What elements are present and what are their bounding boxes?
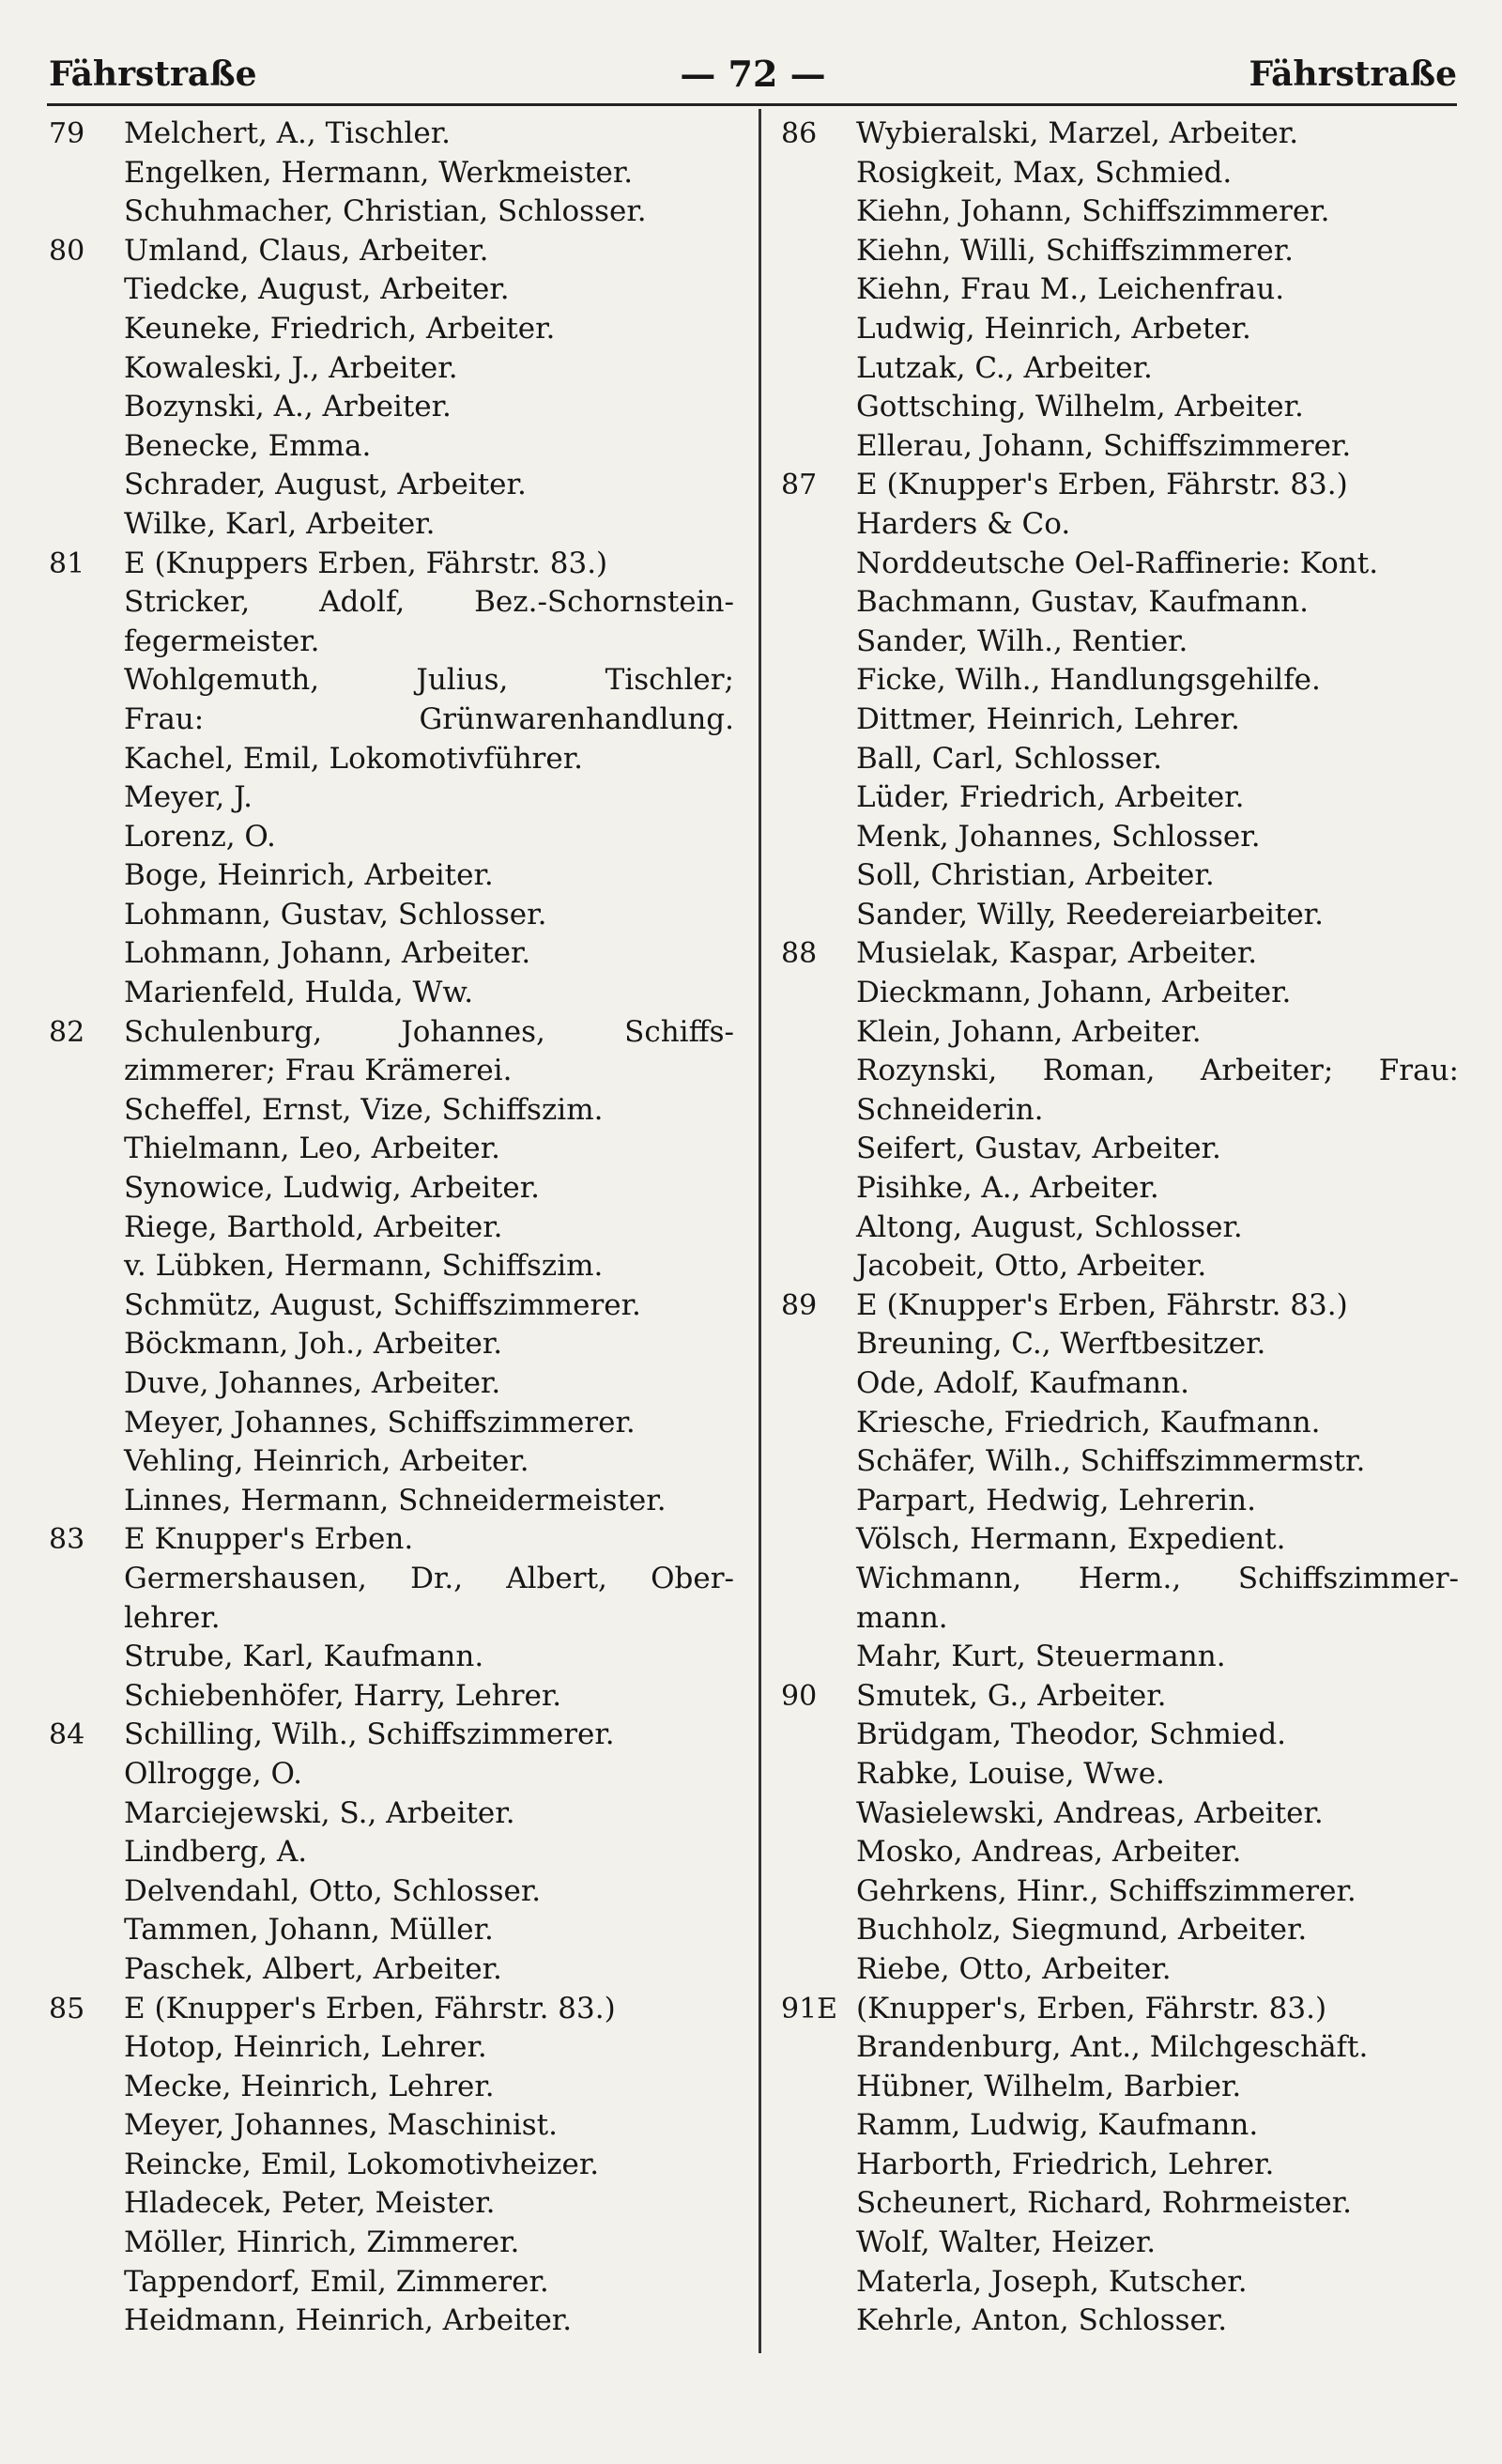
header-street-right: Fährstraße [1249, 54, 1457, 94]
directory-entry [781, 1404, 1459, 1443]
directory-entry [49, 583, 734, 623]
directory-entry [49, 778, 734, 818]
directory-entry [781, 856, 1459, 896]
resident-text: Marienfeld, Hulda, Ww. [124, 976, 474, 1010]
resident-text: Rozynski, Roman, Arbeiter; Frau: [856, 1054, 1459, 1088]
directory-entry [781, 1364, 1459, 1404]
directory-entry [49, 661, 734, 701]
directory-entry [781, 2028, 1459, 2068]
directory-entry [49, 2146, 734, 2185]
house-number: 91E [781, 1992, 838, 2025]
resident-text: Tammen, Johann, Müller. [124, 1913, 494, 1948]
directory-entry [49, 310, 734, 349]
resident-text: Seifert, Gustav, Arbeiter. [856, 1132, 1221, 1166]
right-column [781, 115, 1459, 2341]
resident-text: Riege, Barthold, Arbeiter. [124, 1209, 503, 1244]
directory-entry [49, 1755, 734, 1794]
directory-entry [781, 1677, 1459, 1717]
resident-text: Wilke, Karl, Arbeiter. [124, 506, 436, 541]
directory-entry [49, 154, 734, 193]
directory-entry [49, 1169, 734, 1209]
resident-text: E (Knuppers Erben, Fährstr. 83.) [124, 546, 608, 580]
directory-entry [49, 1950, 734, 1990]
resident-text: Schilling, Wilh., Schiffszimmerer. [124, 1717, 615, 1752]
directory-entry [781, 1130, 1459, 1169]
resident-text: Schiebenhöfer, Harry, Lehrer. [124, 1678, 562, 1713]
resident-text: Ludwig, Heinrich, Arbeter. [856, 311, 1251, 346]
resident-text: Stricker, Adolf, Bez.-Schornstein- [124, 585, 734, 620]
resident-text: Kiehn, Willi, Schiffszimmerer. [856, 233, 1294, 268]
directory-entry [781, 1013, 1459, 1053]
directory-entry [49, 623, 734, 662]
resident-text: Brüdgam, Theodor, Schmied. [856, 1717, 1287, 1752]
directory-entry [49, 1794, 734, 1834]
resident-text: Meyer, Johannes, Maschinist. [124, 2108, 558, 2143]
directory-entry [781, 1482, 1459, 1521]
resident-text: mann. [856, 1600, 948, 1635]
directory-entry [49, 1560, 734, 1599]
resident-text: v. Lübken, Hermann, Schiffszim. [124, 1249, 604, 1284]
directory-entry [781, 623, 1459, 662]
running-head [49, 49, 1457, 100]
directory-entry [781, 934, 1459, 974]
directory-entry [49, 1442, 734, 1482]
directory-entry [781, 778, 1459, 818]
resident-text: Melchert, A., Tischler. [124, 116, 451, 150]
directory-entry [781, 192, 1459, 232]
directory-entry [781, 818, 1459, 857]
directory-entry [49, 1911, 734, 1950]
house-number: 82 [49, 1015, 85, 1049]
resident-text: Schuhmacher, Christian, Schlosser. [124, 194, 647, 229]
resident-text: Wolf, Walter, Heizer. [856, 2225, 1157, 2260]
resident-text: Kriesche, Friedrich, Kaufmann. [856, 1405, 1321, 1440]
directory-entry [781, 1169, 1459, 1209]
resident-text: Lorenz, O. [124, 819, 276, 854]
left-column [49, 115, 734, 2341]
directory-entry [49, 1833, 734, 1872]
directory-entry [781, 2106, 1459, 2146]
directory-entry [49, 427, 734, 467]
directory-entry [781, 740, 1459, 779]
directory-entry [781, 701, 1459, 740]
resident-text: Germershausen, Dr., Albert, Ober- [124, 1561, 734, 1595]
resident-text: Gottsching, Wilhelm, Arbeiter. [856, 390, 1304, 424]
directory-entry [781, 2068, 1459, 2107]
directory-entry [49, 1209, 734, 1248]
directory-entry [49, 1286, 734, 1326]
resident-text: Linnes, Hermann, Schneidermeister. [124, 1483, 667, 1517]
directory-entry [781, 661, 1459, 701]
resident-text: Ramm, Ludwig, Kaufmann. [856, 2108, 1259, 2143]
resident-text: Lüder, Friedrich, Arbeiter. [856, 780, 1245, 815]
resident-text: Böckmann, Joh., Arbeiter. [124, 1327, 503, 1362]
resident-text: Hladecek, Peter, Meister. [124, 2186, 496, 2221]
resident-text: Wichmann, Herm., Schiffszimmer- [856, 1561, 1459, 1595]
resident-text: Schrader, August, Arbeiter. [124, 468, 527, 502]
resident-text: Lindberg, A. [124, 1835, 308, 1870]
directory-entry [49, 349, 734, 389]
resident-text: lehrer. [124, 1600, 221, 1635]
resident-text: Wohlgemuth, Julius, Tischler; [124, 663, 734, 698]
resident-text: Schneiderin. [856, 1092, 1044, 1127]
resident-text: Lutzak, C., Arbeiter. [856, 350, 1153, 385]
directory-entry [49, 818, 734, 857]
house-number: 83 [49, 1523, 85, 1557]
directory-entry [49, 1872, 734, 1912]
resident-text: Schäfer, Wilh., Schiffszimmermstr. [856, 1444, 1366, 1479]
resident-text: Dittmer, Heinrich, Lehrer. [856, 701, 1240, 736]
resident-text: Breuning, C., Werftbesitzer. [856, 1327, 1266, 1362]
resident-text: Scheffel, Ernst, Vize, Schiffszim. [124, 1092, 604, 1127]
house-number: 81 [49, 547, 85, 580]
directory-entry [781, 349, 1459, 389]
resident-text: Gehrkens, Hinr., Schiffszimmerer. [856, 1873, 1356, 1908]
resident-text: Ellerau, Johann, Schiffszimmerer. [856, 428, 1352, 463]
resident-text: (Knupper's, Erben, Fährstr. 83.) [856, 1991, 1327, 2025]
resident-text: Jacobeit, Otto, Arbeiter. [856, 1249, 1207, 1284]
resident-text: Kiehn, Johann, Schiffszimmerer. [856, 194, 1330, 229]
directory-entry [781, 545, 1459, 584]
house-number: 90 [781, 1679, 818, 1713]
directory-entry [781, 1091, 1459, 1131]
resident-text: Schulenburg, Johannes, Schiffs- [124, 1014, 734, 1049]
directory-entry [781, 1990, 1459, 2029]
resident-text: Benecke, Emma. [124, 428, 372, 463]
directory-entry [49, 505, 734, 545]
resident-text: Umland, Claus, Arbeiter. [124, 233, 489, 268]
directory-entry [781, 583, 1459, 623]
header-rule [47, 103, 1457, 106]
resident-text: Keuneke, Friedrich, Arbeiter. [124, 311, 556, 346]
directory-entry [49, 1052, 734, 1091]
directory-entry [49, 2224, 734, 2263]
directory-entry [49, 2263, 734, 2302]
directory-entry [49, 1404, 734, 1443]
resident-text: Ball, Carl, Schlosser. [856, 741, 1163, 776]
directory-entry [781, 896, 1459, 935]
resident-text: Synowice, Ludwig, Arbeiter. [124, 1171, 541, 1206]
directory-entry [781, 1325, 1459, 1364]
resident-text: Riebe, Otto, Arbeiter. [856, 1951, 1172, 1986]
resident-text: Buchholz, Siegmund, Arbeiter. [856, 1913, 1308, 1948]
column-divider [759, 109, 761, 2353]
directory-entry [781, 1716, 1459, 1755]
house-number: 89 [781, 1288, 818, 1322]
resident-text: Norddeutsche Oel-Raffinerie: Kont. [856, 546, 1379, 580]
resident-text: Boge, Heinrich, Arbeiter. [124, 858, 494, 893]
resident-text: Thielmann, Leo, Arbeiter. [124, 1132, 501, 1166]
directory-entry [781, 270, 1459, 310]
directory-entry [49, 1520, 734, 1560]
directory-entry [49, 270, 734, 310]
directory-entry [49, 545, 734, 584]
directory-entry [49, 1013, 734, 1053]
resident-text: Vehling, Heinrich, Arbeiter. [124, 1444, 529, 1479]
resident-text: Kachel, Emil, Lokomotivführer. [124, 741, 583, 776]
resident-text: fegermeister. [124, 624, 320, 658]
resident-text: Heidmann, Heinrich, Arbeiter. [124, 2303, 573, 2338]
resident-text: Mahr, Kurt, Steuermann. [856, 1640, 1226, 1674]
directory-entry [49, 1091, 734, 1131]
resident-text: Hotop, Heinrich, Lehrer. [124, 2030, 487, 2065]
resident-text: Strube, Karl, Kaufmann. [124, 1640, 484, 1674]
resident-text: Sander, Willy, Reedereiarbeiter. [856, 897, 1324, 932]
resident-text: Scheunert, Richard, Rohrmeister. [856, 2186, 1353, 2221]
directory-entry [781, 1286, 1459, 1326]
directory-entry [781, 1442, 1459, 1482]
directory-entry [781, 1833, 1459, 1872]
resident-text: Kowaleski, J., Arbeiter. [124, 350, 458, 385]
resident-text: Möller, Hinrich, Zimmerer. [124, 2225, 520, 2260]
resident-text: Tappendorf, Emil, Zimmerer. [124, 2264, 549, 2299]
resident-text: Hübner, Wilhelm, Barbier. [856, 2069, 1242, 2103]
house-number: 88 [781, 937, 818, 971]
resident-text: Parpart, Hedwig, Lehrerin. [856, 1483, 1256, 1517]
resident-text: Mecke, Heinrich, Lehrer. [124, 2069, 495, 2103]
directory-entry [49, 740, 734, 779]
resident-text: Tiedcke, August, Arbeiter. [124, 272, 510, 307]
directory-entry [781, 154, 1459, 193]
directory-entry [49, 701, 734, 740]
directory-entry [781, 1794, 1459, 1834]
resident-text: Ode, Adolf, Kaufmann. [856, 1366, 1189, 1400]
directory-entry [781, 1872, 1459, 1912]
resident-text: Sander, Wilh., Rentier. [856, 624, 1188, 658]
directory-entry [781, 310, 1459, 349]
resident-text: Dieckmann, Johann, Arbeiter. [856, 976, 1292, 1010]
directory-entry [49, 856, 734, 896]
house-number: 84 [49, 1718, 85, 1752]
directory-entry [781, 2263, 1459, 2302]
resident-text: Altong, August, Schlosser. [856, 1209, 1243, 1244]
house-number: 80 [49, 234, 85, 268]
directory-entry [49, 2068, 734, 2107]
directory-entry [781, 2184, 1459, 2224]
resident-text: E (Knupper's Erben, Fährstr. 83.) [856, 468, 1348, 502]
directory-entry [781, 1052, 1459, 1091]
directory-entry [49, 1599, 734, 1639]
directory-entry [49, 2106, 734, 2146]
directory-entry [49, 2028, 734, 2068]
resident-text: E (Knupper's Erben, Fährstr. 83.) [124, 1991, 616, 2025]
house-number: 79 [49, 117, 85, 150]
directory-entry [49, 1247, 734, 1286]
resident-text: Wasielewski, Andreas, Arbeiter. [856, 1795, 1324, 1830]
directory-entry [781, 2146, 1459, 2185]
directory-entry [781, 1520, 1459, 1560]
directory-entry [781, 2302, 1459, 2341]
resident-text: zimmerer; Frau Krämerei. [124, 1054, 513, 1088]
resident-text: Pisihke, A., Arbeiter. [856, 1171, 1159, 1206]
directory-entry [49, 388, 734, 427]
resident-text: Klein, Johann, Arbeiter. [856, 1014, 1202, 1049]
resident-text: Marciejewski, S., Arbeiter. [124, 1795, 515, 1830]
resident-text: Ollrogge, O. [124, 1756, 302, 1791]
directory-entry [49, 2184, 734, 2224]
resident-text: Meyer, Johannes, Schiffszimmerer. [124, 1405, 636, 1440]
directory-entry [49, 1638, 734, 1677]
directory-entry [49, 934, 734, 974]
resident-text: Harborth, Friedrich, Lehrer. [856, 2147, 1275, 2181]
house-number: 85 [49, 1992, 85, 2025]
directory-entry [781, 1209, 1459, 1248]
directory-entry [781, 115, 1459, 154]
resident-text: Engelken, Hermann, Werkmeister. [124, 155, 634, 190]
resident-text: Duve, Johannes, Arbeiter. [124, 1366, 501, 1400]
resident-text: Ficke, Wilh., Handlungsgehilfe. [856, 663, 1321, 698]
directory-entry [49, 2302, 734, 2341]
resident-text: Materla, Joseph, Kutscher. [856, 2264, 1248, 2299]
directory-entry [49, 1325, 734, 1364]
resident-text: Menk, Johannes, Schlosser. [856, 819, 1261, 854]
directory-entry [781, 1638, 1459, 1677]
resident-text: Wybieralski, Marzel, Arbeiter. [856, 116, 1299, 150]
resident-text: Paschek, Albert, Arbeiter. [124, 1951, 502, 1986]
directory-entry [781, 2224, 1459, 2263]
directory-entry [49, 115, 734, 154]
directory-entry [49, 974, 734, 1013]
directory-entry [781, 1950, 1459, 1990]
directory-entry [781, 974, 1459, 1013]
resident-text: Bachmann, Gustav, Kaufmann. [856, 585, 1309, 620]
house-number: 86 [781, 117, 818, 150]
directory-entry [781, 1247, 1459, 1286]
header-street-left: Fährstraße [49, 54, 257, 94]
resident-text: Delvendahl, Otto, Schlosser. [124, 1873, 542, 1908]
directory-entry [781, 388, 1459, 427]
resident-text: Kehrle, Anton, Schlosser. [856, 2303, 1228, 2338]
directory-entry [781, 505, 1459, 545]
directory-entry [781, 427, 1459, 467]
resident-text: Brandenburg, Ant., Milchgeschäft. [856, 2030, 1369, 2065]
directory-entry [49, 1482, 734, 1521]
resident-text: Rabke, Louise, Wwe. [856, 1756, 1165, 1791]
resident-text: E Knupper's Erben. [124, 1522, 414, 1557]
directory-entry [781, 232, 1459, 271]
directory-entry [49, 1677, 734, 1717]
resident-text: Lohmann, Johann, Arbeiter. [124, 936, 531, 971]
resident-text: E (Knupper's Erben, Fährstr. 83.) [856, 1287, 1348, 1322]
directory-entry [781, 1599, 1459, 1639]
directory-entry [49, 1364, 734, 1404]
directory-entry [49, 192, 734, 232]
house-number: 87 [781, 469, 818, 502]
directory-entry [781, 1560, 1459, 1599]
resident-text: Völsch, Hermann, Expedient. [856, 1522, 1286, 1557]
directory-entry [781, 466, 1459, 505]
resident-text: Kiehn, Frau M., Leichenfrau. [856, 272, 1285, 307]
resident-text: Mosko, Andreas, Arbeiter. [856, 1835, 1242, 1870]
resident-text: Schmütz, August, Schiffszimmerer. [124, 1287, 641, 1322]
resident-text: Lohmann, Gustav, Schlosser. [124, 897, 547, 932]
page-number: — 72 — [680, 53, 826, 95]
resident-text: Frau: Grünwarenhandlung. [124, 701, 734, 736]
directory-entry [49, 896, 734, 935]
resident-text: Harders & Co. [856, 506, 1071, 541]
resident-text: Soll, Christian, Arbeiter. [856, 858, 1215, 893]
directory-entry [49, 1716, 734, 1755]
directory-entry [781, 1911, 1459, 1950]
directory-entry [49, 1990, 734, 2029]
directory-entry [49, 466, 734, 505]
resident-text: Meyer, J. [124, 780, 253, 815]
directory-entry [49, 1130, 734, 1169]
directory-entry [781, 1755, 1459, 1794]
resident-text: Rosigkeit, Max, Schmied. [856, 155, 1233, 190]
resident-text: Bozynski, A., Arbeiter. [124, 390, 452, 424]
resident-text: Musielak, Kaspar, Arbeiter. [856, 936, 1258, 971]
resident-text: Smutek, G., Arbeiter. [856, 1678, 1167, 1713]
resident-text: Reincke, Emil, Lokomotivheizer. [124, 2147, 600, 2181]
directory-entry [49, 232, 734, 271]
